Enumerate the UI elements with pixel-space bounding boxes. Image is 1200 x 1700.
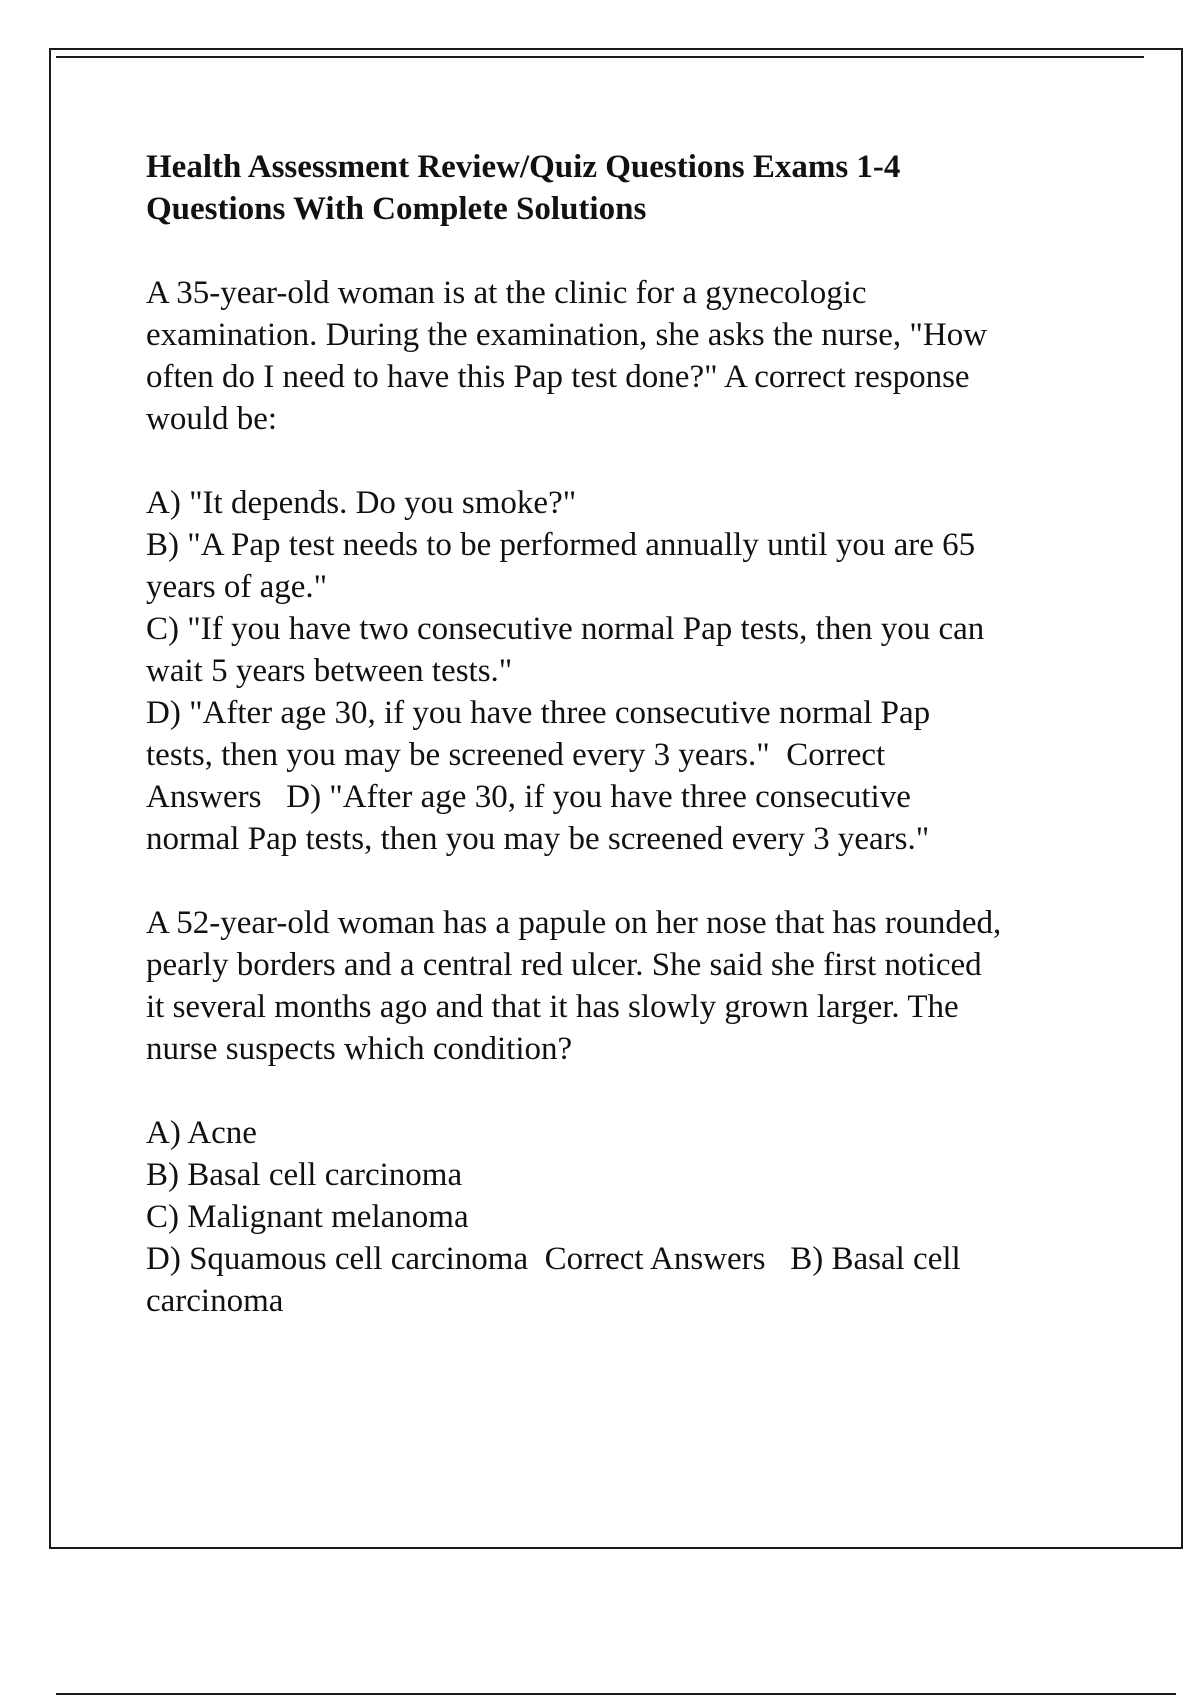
option-line: A) "It depends. Do you smoke?" xyxy=(146,485,577,521)
option-line: years of age." xyxy=(146,569,328,605)
question-1-options xyxy=(146,482,1106,860)
answer-line: normal Pap tests, then you may be screened every 3 years." xyxy=(146,821,930,857)
title-line: Health Assessment Review/Quiz Questions Exams 1-4 xyxy=(146,149,901,185)
option-line: C) "If you have two consecutive normal Pap tests, then you can xyxy=(146,611,985,647)
answer-line: D) Squamous cell carcinoma Correct Answers B) Basal cell xyxy=(146,1241,961,1277)
stem-line: A 52-year-old woman has a papule on her nose that has rounded, xyxy=(146,905,1002,941)
option-line: wait 5 years between tests." xyxy=(146,653,513,689)
option-line: D) "After age 30, if you have three consecutive normal Pap xyxy=(146,695,931,731)
stem-line: often do I need to have this Pap test done?" A correct response xyxy=(146,359,970,395)
stem-line: would be: xyxy=(146,401,278,437)
option-line: A) Acne xyxy=(146,1115,257,1151)
title-line: Questions With Complete Solutions xyxy=(146,191,647,227)
footer-rule xyxy=(56,1693,1176,1695)
question-1-stem xyxy=(146,272,1106,440)
option-line: B) Basal cell carcinoma xyxy=(146,1157,463,1193)
stem-line: examination. During the examination, she asks the nurse, "How xyxy=(146,317,988,353)
document-title xyxy=(146,146,1106,230)
question-2-options xyxy=(146,1112,1106,1322)
answer-line: carcinoma xyxy=(146,1283,284,1319)
option-line: B) "A Pap test needs to be performed annually until you are 65 xyxy=(146,527,976,563)
answer-line: Answers D) "After age 30, if you have three consecutive xyxy=(146,779,911,815)
stem-line: it several months ago and that it has slowly grown larger. The xyxy=(146,989,959,1025)
stem-line: pearly borders and a central red ulcer. She said she first noticed xyxy=(146,947,982,983)
header-rule xyxy=(56,56,1144,58)
option-line: C) Malignant melanoma xyxy=(146,1199,469,1235)
option-line: tests, then you may be screened every 3 years." Correct xyxy=(146,737,886,773)
stem-line: A 35-year-old woman is at the clinic for a gynecologic xyxy=(146,275,867,311)
stem-line: nurse suspects which condition? xyxy=(146,1031,573,1067)
question-2-stem xyxy=(146,902,1106,1070)
document-body xyxy=(146,146,1106,1364)
